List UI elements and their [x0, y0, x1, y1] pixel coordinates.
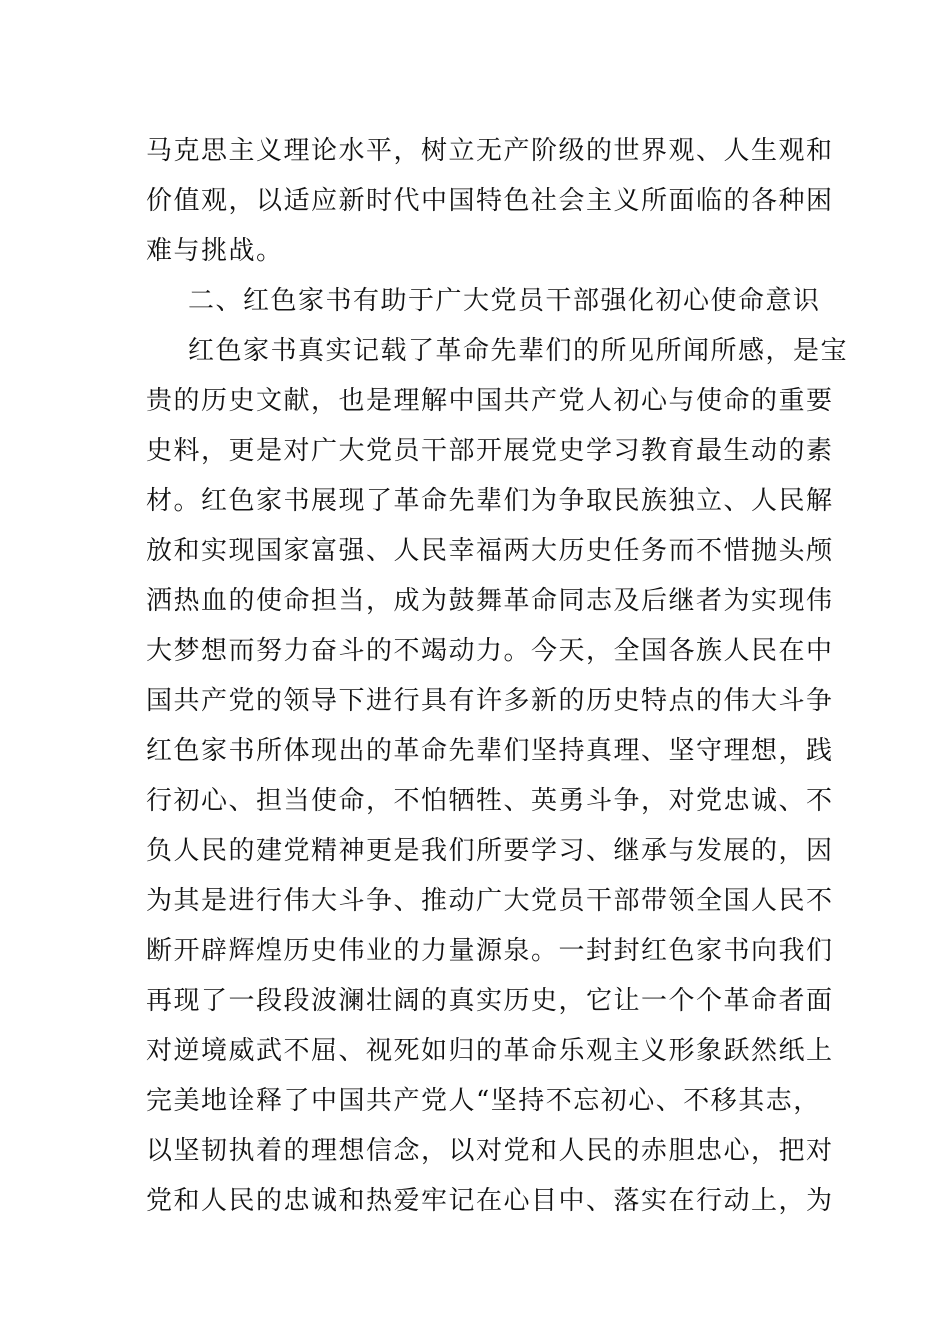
text-line: 国共产党的领导下进行具有许多新的历史特点的伟大斗争	[146, 686, 834, 716]
text-line: 大梦想而努力奋斗的不竭动力。今天，全国各族人民在中	[146, 636, 834, 666]
text-line: 党和人民的忠诚和热爱牢记在心目中、落实在行动上，为	[146, 1186, 834, 1216]
text-line: 红色家书所体现出的革命先辈们坚持真理、坚守理想，践	[146, 736, 834, 766]
text-line: 再现了一段段波澜壮阔的真实历史，它让一个个革命者面	[146, 986, 834, 1016]
text-line: 贵的历史文献，也是理解中国共产党人初心与使命的重要	[146, 386, 834, 416]
text-line: 以坚韧执着的理想信念，以对党和人民的赤胆忠心，把对	[146, 1136, 834, 1166]
text-line: 价值观，以适应新时代中国特色社会主义所面临的各种困	[146, 186, 834, 216]
text-line: 行初心、担当使命，不怕牺牲、英勇斗争，对党忠诚、不	[146, 786, 834, 816]
text-line: 为其是进行伟大斗争、推动广大党员干部带领全国人民不	[146, 886, 834, 916]
text-line: 材。红色家书展现了革命先辈们为争取民族独立、人民解	[146, 486, 834, 516]
text-line: 红色家书真实记载了革命先辈们的所见所闻所感，是宝	[188, 336, 849, 366]
text-line: 断开辟辉煌历史伟业的力量源泉。一封封红色家书向我们	[146, 936, 834, 966]
section-heading: 二、红色家书有助于广大党员干部强化初心使命意识	[188, 286, 821, 316]
text-line: 难与挑战。	[146, 236, 284, 266]
text-line: 史料，更是对广大党员干部开展党史学习教育最生动的素	[146, 436, 834, 466]
text-line: 放和实现国家富强、人民幸福两大历史任务而不惜抛头颅	[146, 536, 834, 566]
text-line: 完美地诠释了中国共产党人“坚持不忘初心、不移其志，	[146, 1086, 821, 1116]
text-line: 洒热血的使命担当，成为鼓舞革命同志及后继者为实现伟	[146, 586, 834, 616]
text-line: 对逆境威武不屈、视死如归的革命乐观主义形象跃然纸上	[146, 1036, 834, 1066]
text-line: 马克思主义理论水平，树立无产阶级的世界观、人生观和	[146, 136, 834, 166]
text-line: 负人民的建党精神更是我们所要学习、继承与发展的，因	[146, 836, 834, 866]
